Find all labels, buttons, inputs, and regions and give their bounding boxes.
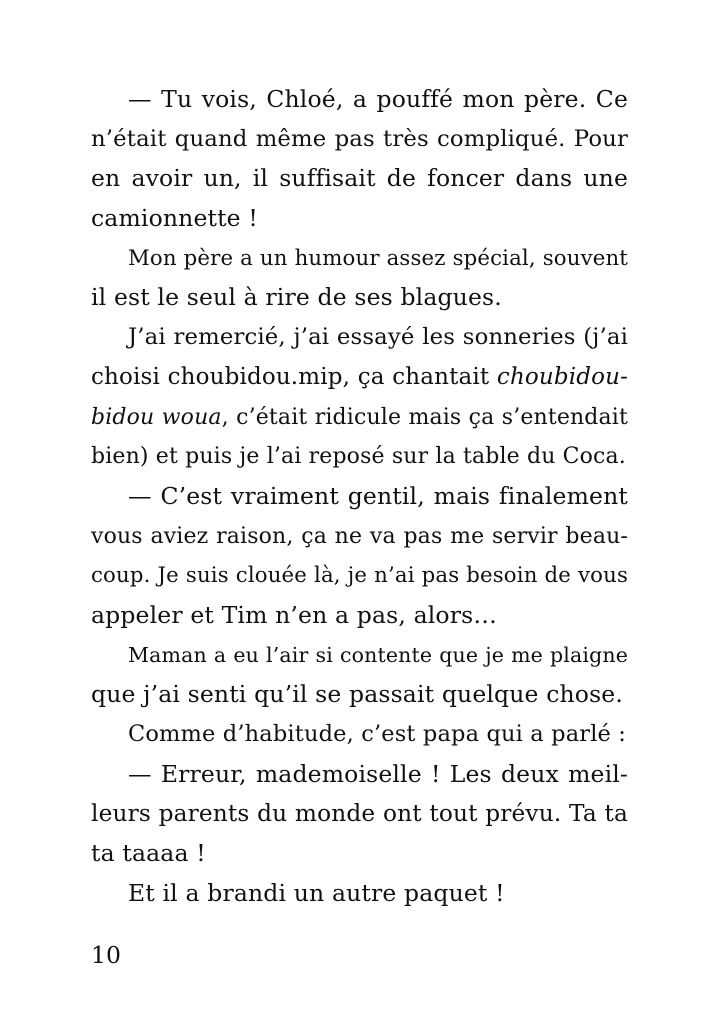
text-line: Mon père a un humour assez spécial, souvent	[128, 245, 628, 271]
italic-text: choubidou-	[496, 363, 628, 390]
text-line: Et il a brandi un autre paquet !	[128, 878, 505, 907]
text-line: appeler et Tim n’en a pas, alors…	[91, 600, 497, 629]
text-line: coup. Je suis clouée là, je n’ai pas besoin de vous	[91, 563, 628, 589]
text-line: — C’est vraiment gentil, mais finalement	[128, 481, 628, 510]
text-line: leurs parents du monde ont tout prévu. Ta ta	[91, 800, 628, 828]
text-line: Comme d’habitude, c’est papa qui a parlé :	[128, 721, 627, 747]
text-line: Maman a eu l’air si contente que je me plaigne	[128, 642, 628, 667]
text-line: bien) et puis je l’ai reposé sur la table du Coca.	[91, 444, 626, 470]
text-line: J’ai remercié, j’ai essayé les sonneries (j’ai	[128, 324, 628, 351]
text-line: ta taaaa !	[91, 839, 206, 868]
text-line: vous aviez raison, ça ne va pas me servir beau-	[91, 523, 628, 549]
text-line: bidou woua, c’était ridicule mais ça s’entendait	[91, 404, 628, 430]
text-line: il est le seul à rire de ses blagues.	[91, 283, 502, 312]
page-body	[91, 80, 628, 913]
text-line: — Erreur, mademoiselle ! Les deux meil-	[128, 759, 628, 788]
text-line: camionnette !	[91, 204, 258, 233]
text-line: que j’ai senti qu’il se passait quelque chose.	[91, 680, 623, 709]
text-line: choisi choubidou.mip, ça chantait choubidou-	[91, 363, 628, 390]
text-line: — Tu vois, Chloé, a pouffé mon père. Ce	[128, 85, 628, 113]
text-line: n’était quand même pas très compliqué. Pour	[91, 125, 628, 152]
italic-text: bidou woua	[91, 404, 222, 430]
page-number: 10	[91, 941, 121, 969]
text-line: en avoir un, il suffisait de foncer dans une	[91, 164, 628, 193]
